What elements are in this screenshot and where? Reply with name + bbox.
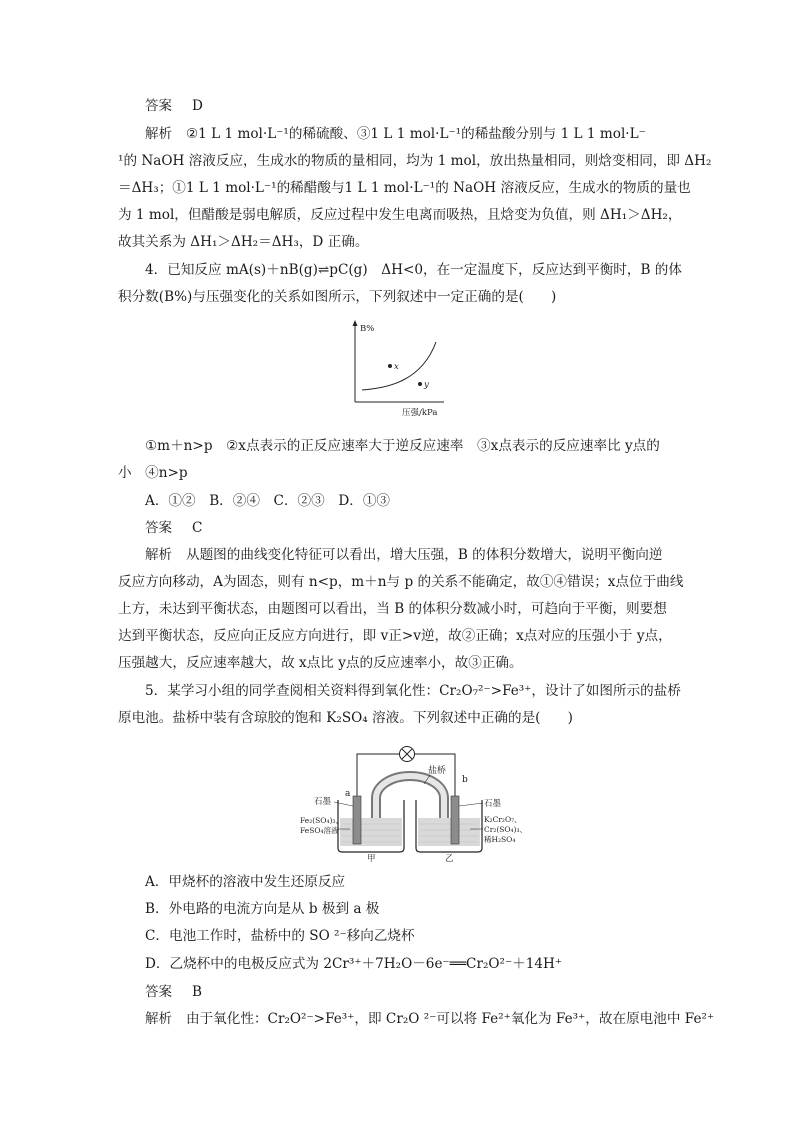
left-solution-label-2: FeSO₄溶液 — [300, 826, 339, 835]
analysis-label: 解析 — [145, 1011, 172, 1027]
q5-salt-bridge-cell — [298, 740, 538, 862]
answer-label: 答案 — [145, 984, 172, 1000]
right-solution-label-2: Cr₂(SO₄)₃、 — [484, 825, 527, 834]
salt-bridge-label: 盐桥 — [428, 766, 447, 776]
q3-analysis-line-2: ¹的 NaOH 溶液反应，生成水的物质的量相同，均为 1 mol，放出热量相同，则焓变相同，即 ΔH₂ — [118, 153, 712, 169]
point-y — [418, 382, 422, 386]
q4-answer — [145, 519, 202, 537]
q5-stem-line-1: 5．某学习小组的同学查阅相关资料得到氧化性：Cr₂O₇²⁻>Fe³⁺，设计了如图所示的盐桥 — [145, 683, 681, 699]
q5-answer — [145, 983, 202, 1001]
right-electrode — [451, 796, 459, 844]
q3-analysis-line-4: 为 1 mol，但醋酸是弱电解质，反应过程中发生电离而吸热，且焓变为负值，则 ΔH₁＞ΔH₂， — [118, 207, 682, 223]
q4-statement-line-2: 小 ④n>p — [118, 465, 188, 481]
q5-stem-line-2: 原电池。盐桥中装有含琼胶的饱和 K₂SO₄ 溶液。下列叙述中正确的是( ) — [118, 710, 573, 726]
right-electrode-label: 石墨 — [484, 799, 502, 809]
electrode-a-label: a — [345, 789, 351, 799]
analysis-label: 解析 — [145, 126, 172, 142]
answer-value: D — [192, 98, 203, 114]
q3-answer — [145, 97, 203, 115]
q4-analysis-line-3: 上方，未达到平衡状态，由题图可以看出，当 B 的体积分数减小时，可趋向于平衡，则要想 — [118, 601, 667, 617]
q5-option-c: C．电池工作时，盐桥中的 SO ²⁻移向乙烧杯 — [145, 928, 415, 944]
left-solution-label-1: Fe₂(SO₄)₃、 — [300, 816, 343, 825]
point-x — [388, 364, 392, 368]
q3-analysis-line-3: ＝ΔH₃；①1 L 1 mol·L⁻¹的稀醋酸与1 L 1 mol·L⁻¹的 NaOH 溶液反应，生成水的物质的量也 — [118, 180, 691, 196]
left-beaker-label: 甲 — [367, 854, 376, 862]
q4-pressure-chart — [340, 318, 460, 418]
y-axis-arrow — [353, 320, 358, 326]
x-axis-label: 压强/kPa — [402, 408, 438, 418]
q3-analysis-line-5: 故其关系为 ΔH₁＞ΔH₂＝ΔH₃，D 正确。 — [118, 234, 369, 250]
q4-analysis-line-1: 解析 从题图的曲线变化特征可以看出，增大压强，B 的体积分数增大，说明平衡向逆 — [145, 547, 663, 563]
answer-value: B — [192, 984, 202, 1000]
y-axis-label: B% — [360, 324, 375, 334]
q5-option-b: B．外电路的电流方向是从 b 极到 a 极 — [145, 901, 380, 917]
left-electrode — [353, 796, 361, 844]
right-solution-label-1: K₂Cr₂O₇、 — [484, 815, 522, 824]
point-y-label: y — [424, 380, 429, 390]
answer-label: 答案 — [145, 520, 172, 536]
q4-analysis-line-2: 反应方向移动，A为固态，则有 n<p，m＋n与 p 的关系不能确定，故①④错误；x点位于曲线 — [118, 574, 684, 590]
q5-option-a: A．甲烧杯的溶液中发生还原反应 — [145, 874, 346, 890]
q5-analysis-line-1: 解析 由于氧化性：Cr₂O²⁻>Fe³⁺，即 Cr₂O ²⁻可以将 Fe²⁺氧化为 Fe³⁺，故在原电池中 Fe²⁺ — [145, 1011, 715, 1027]
point-x-label: x — [394, 362, 399, 372]
answer-label: 答案 — [145, 98, 172, 114]
q4-stem-line-2: 积分数(B%)与压强变化的关系如图所示，下列叙述中一定正确的是( ) — [118, 289, 557, 305]
electrode-b-label: b — [462, 775, 468, 785]
q4-analysis-line-5: 压强越大，反应速率越大，故 x点比 y点的反应速率小，故③正确。 — [118, 655, 523, 671]
right-solution-label-3: 稀H₂SO₄ — [484, 835, 516, 844]
analysis-label: 解析 — [145, 547, 172, 563]
q5-option-d: D．乙烧杯中的电极反应式为 2Cr³⁺＋7H₂O－6e⁻══Cr₂O²⁻＋14H⁺ — [145, 956, 563, 972]
left-electrode-label: 石墨 — [314, 797, 332, 807]
answer-value: C — [192, 520, 203, 536]
q4-options: A．①② B．②④ C．②③ D．①③ — [145, 493, 391, 509]
q3-analysis-line-1: 解析 ②1 L 1 mol·L⁻¹的稀硫酸、③1 L 1 mol·L⁻¹的稀盐酸分别与 1 L 1 mol·L⁻ — [145, 126, 646, 142]
q4-analysis-line-4: 达到平衡状态，反应向正反应方向进行，即 v正>v逆，故②正确；x点对应的压强小于 y点， — [118, 628, 672, 644]
q4-stem-line-1: 4．已知反应 mA(s)＋nB(g)⇌pC(g) ΔH<0，在一定温度下，反应达到平衡时，B 的体 — [145, 262, 682, 278]
right-beaker-label: 乙 — [445, 854, 454, 862]
q4-statement-line-1: ①m＋n>p ②x点表示的正反应速率大于逆反应速率 ③x点表示的反应速率比 y点的 — [145, 438, 660, 454]
